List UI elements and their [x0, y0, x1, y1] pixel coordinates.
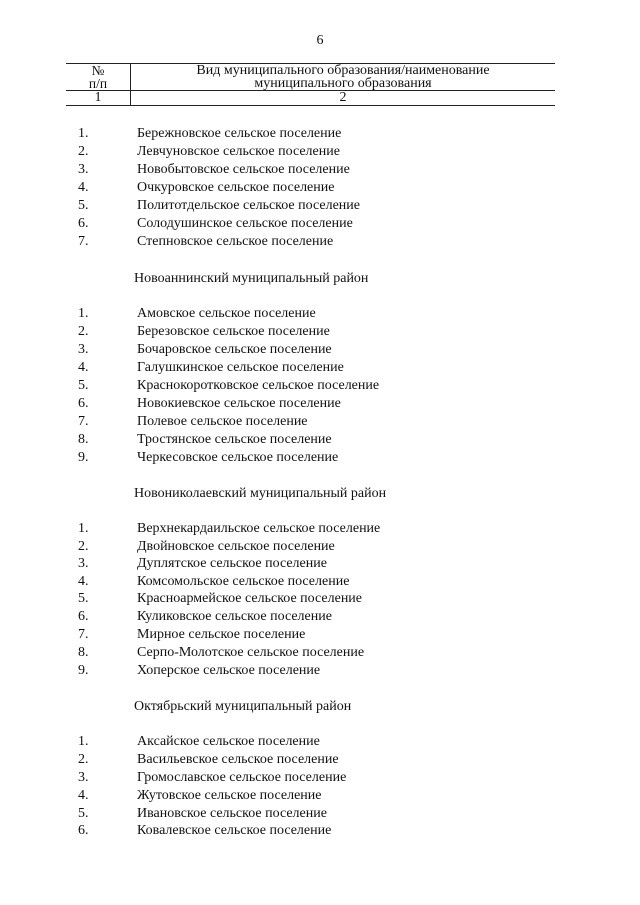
item-name: Двойновское сельское поселение [137, 539, 335, 554]
item-name: Васильевское сельское поселение [137, 752, 339, 767]
item-number: 3. [78, 556, 89, 571]
item-number: 6. [78, 823, 89, 838]
item-number: 2. [78, 752, 89, 767]
header-title-line-2: муниципального образования [254, 76, 432, 91]
list-item [0, 449, 640, 467]
item-number: 7. [78, 234, 89, 249]
list-item [0, 359, 640, 377]
list-item [0, 125, 640, 143]
list-item [0, 573, 640, 591]
list-item [0, 431, 640, 449]
header-number-sign: № [91, 63, 105, 78]
item-name: Черкесовское сельское поселение [137, 450, 339, 465]
item-name: Серпо-Молотское сельское поселение [137, 645, 365, 660]
list-item [0, 751, 640, 769]
item-name: Тростянское сельское поселение [137, 432, 332, 447]
item-number: 6. [78, 396, 89, 411]
list-item [0, 608, 640, 626]
district-heading: Новониколаевский муниципальный район [134, 486, 387, 501]
list-item [0, 413, 640, 431]
item-name: Новобытовское сельское поселение [137, 162, 350, 177]
district-heading: Новоаннинский муниципальный район [134, 271, 369, 286]
item-name: Ковалевское сельское поселение [137, 823, 332, 838]
item-name: Новокиевское сельское поселение [137, 396, 341, 411]
item-number: 2. [78, 144, 89, 159]
item-name: Березовское сельское поселение [137, 324, 330, 339]
list-item [0, 215, 640, 233]
item-number: 3. [78, 162, 89, 177]
list-item [0, 822, 640, 840]
item-name: Солодушинское сельское поселение [137, 216, 353, 231]
list-item [0, 769, 640, 787]
list-item [0, 305, 640, 323]
item-name: Бережновское сельское поселение [137, 126, 342, 141]
item-number: 1. [78, 126, 89, 141]
header-title-line-1: Вид муниципального образования/наименование [196, 63, 490, 78]
item-number: 5. [78, 806, 89, 821]
list-item [0, 179, 640, 197]
list-item [0, 161, 640, 179]
item-name: Краснокоротковское сельское поселение [137, 378, 380, 393]
item-number: 7. [78, 414, 89, 429]
list-item [0, 395, 640, 413]
item-name: Хоперское сельское поселение [137, 663, 321, 678]
header-number-abbrev: п/п [88, 76, 108, 91]
item-name: Ивановское сельское поселение [137, 806, 327, 821]
item-number: 2. [78, 324, 89, 339]
list-item [0, 644, 640, 662]
item-number: 9. [78, 450, 89, 465]
list-item [0, 662, 640, 680]
item-name: Мирное сельское поселение [137, 627, 306, 642]
item-name: Аксайское сельское поселение [137, 734, 320, 749]
list-item [0, 377, 640, 395]
list-item [0, 626, 640, 644]
item-number: 8. [78, 432, 89, 447]
district-heading: Октябрьский муниципальный район [134, 699, 352, 714]
item-name: Левчуновское сельское поселение [137, 144, 340, 159]
item-name: Дуплятское сельское поселение [137, 556, 327, 571]
item-number: 4. [78, 574, 89, 589]
item-number: 1. [78, 734, 89, 749]
list-item [0, 520, 640, 538]
item-number: 6. [78, 609, 89, 624]
header-column-2-index: 2 [339, 90, 347, 105]
list-item [0, 323, 640, 341]
item-number: 6. [78, 216, 89, 231]
item-number: 5. [78, 378, 89, 393]
item-name: Куликовское сельское поселение [137, 609, 332, 624]
item-name: Жутовское сельское поселение [137, 788, 322, 803]
item-number: 4. [78, 180, 89, 195]
list-item [0, 733, 640, 751]
item-number: 3. [78, 770, 89, 785]
item-number: 9. [78, 663, 89, 678]
item-number: 2. [78, 539, 89, 554]
item-number: 1. [78, 306, 89, 321]
item-name: Бочаровское сельское поселение [137, 342, 332, 357]
item-name: Политотдельское сельское поселение [137, 198, 360, 213]
item-name: Комсомольское сельское поселение [137, 574, 350, 589]
item-number: 3. [78, 342, 89, 357]
list-item [0, 555, 640, 573]
item-name: Амовское сельское поселение [137, 306, 316, 321]
item-name: Верхнекардаильское сельское поселение [137, 521, 381, 536]
item-number: 4. [78, 788, 89, 803]
list-item [0, 538, 640, 556]
item-name: Красноармейское сельское поселение [137, 591, 363, 606]
item-name: Степновское сельское поселение [137, 234, 334, 249]
list-item [0, 590, 640, 608]
item-name: Очкуровское сельское поселение [137, 180, 335, 195]
list-item [0, 233, 640, 251]
header-column-1-index: 1 [94, 90, 102, 105]
page-number: 6 [316, 33, 324, 48]
item-number: 5. [78, 591, 89, 606]
item-number: 4. [78, 360, 89, 375]
item-name: Полевое сельское поселение [137, 414, 308, 429]
list-item [0, 341, 640, 359]
header-bottom-rule [66, 105, 555, 106]
item-number: 8. [78, 645, 89, 660]
item-number: 1. [78, 521, 89, 536]
list-item [0, 787, 640, 805]
item-name: Громославское сельское поселение [137, 770, 347, 785]
item-name: Галушкинское сельское поселение [137, 360, 344, 375]
item-number: 7. [78, 627, 89, 642]
header-title [131, 64, 555, 90]
list-item [0, 805, 640, 823]
list-item [0, 143, 640, 161]
item-number: 5. [78, 198, 89, 213]
list-item [0, 197, 640, 215]
header-number-label [66, 64, 130, 90]
